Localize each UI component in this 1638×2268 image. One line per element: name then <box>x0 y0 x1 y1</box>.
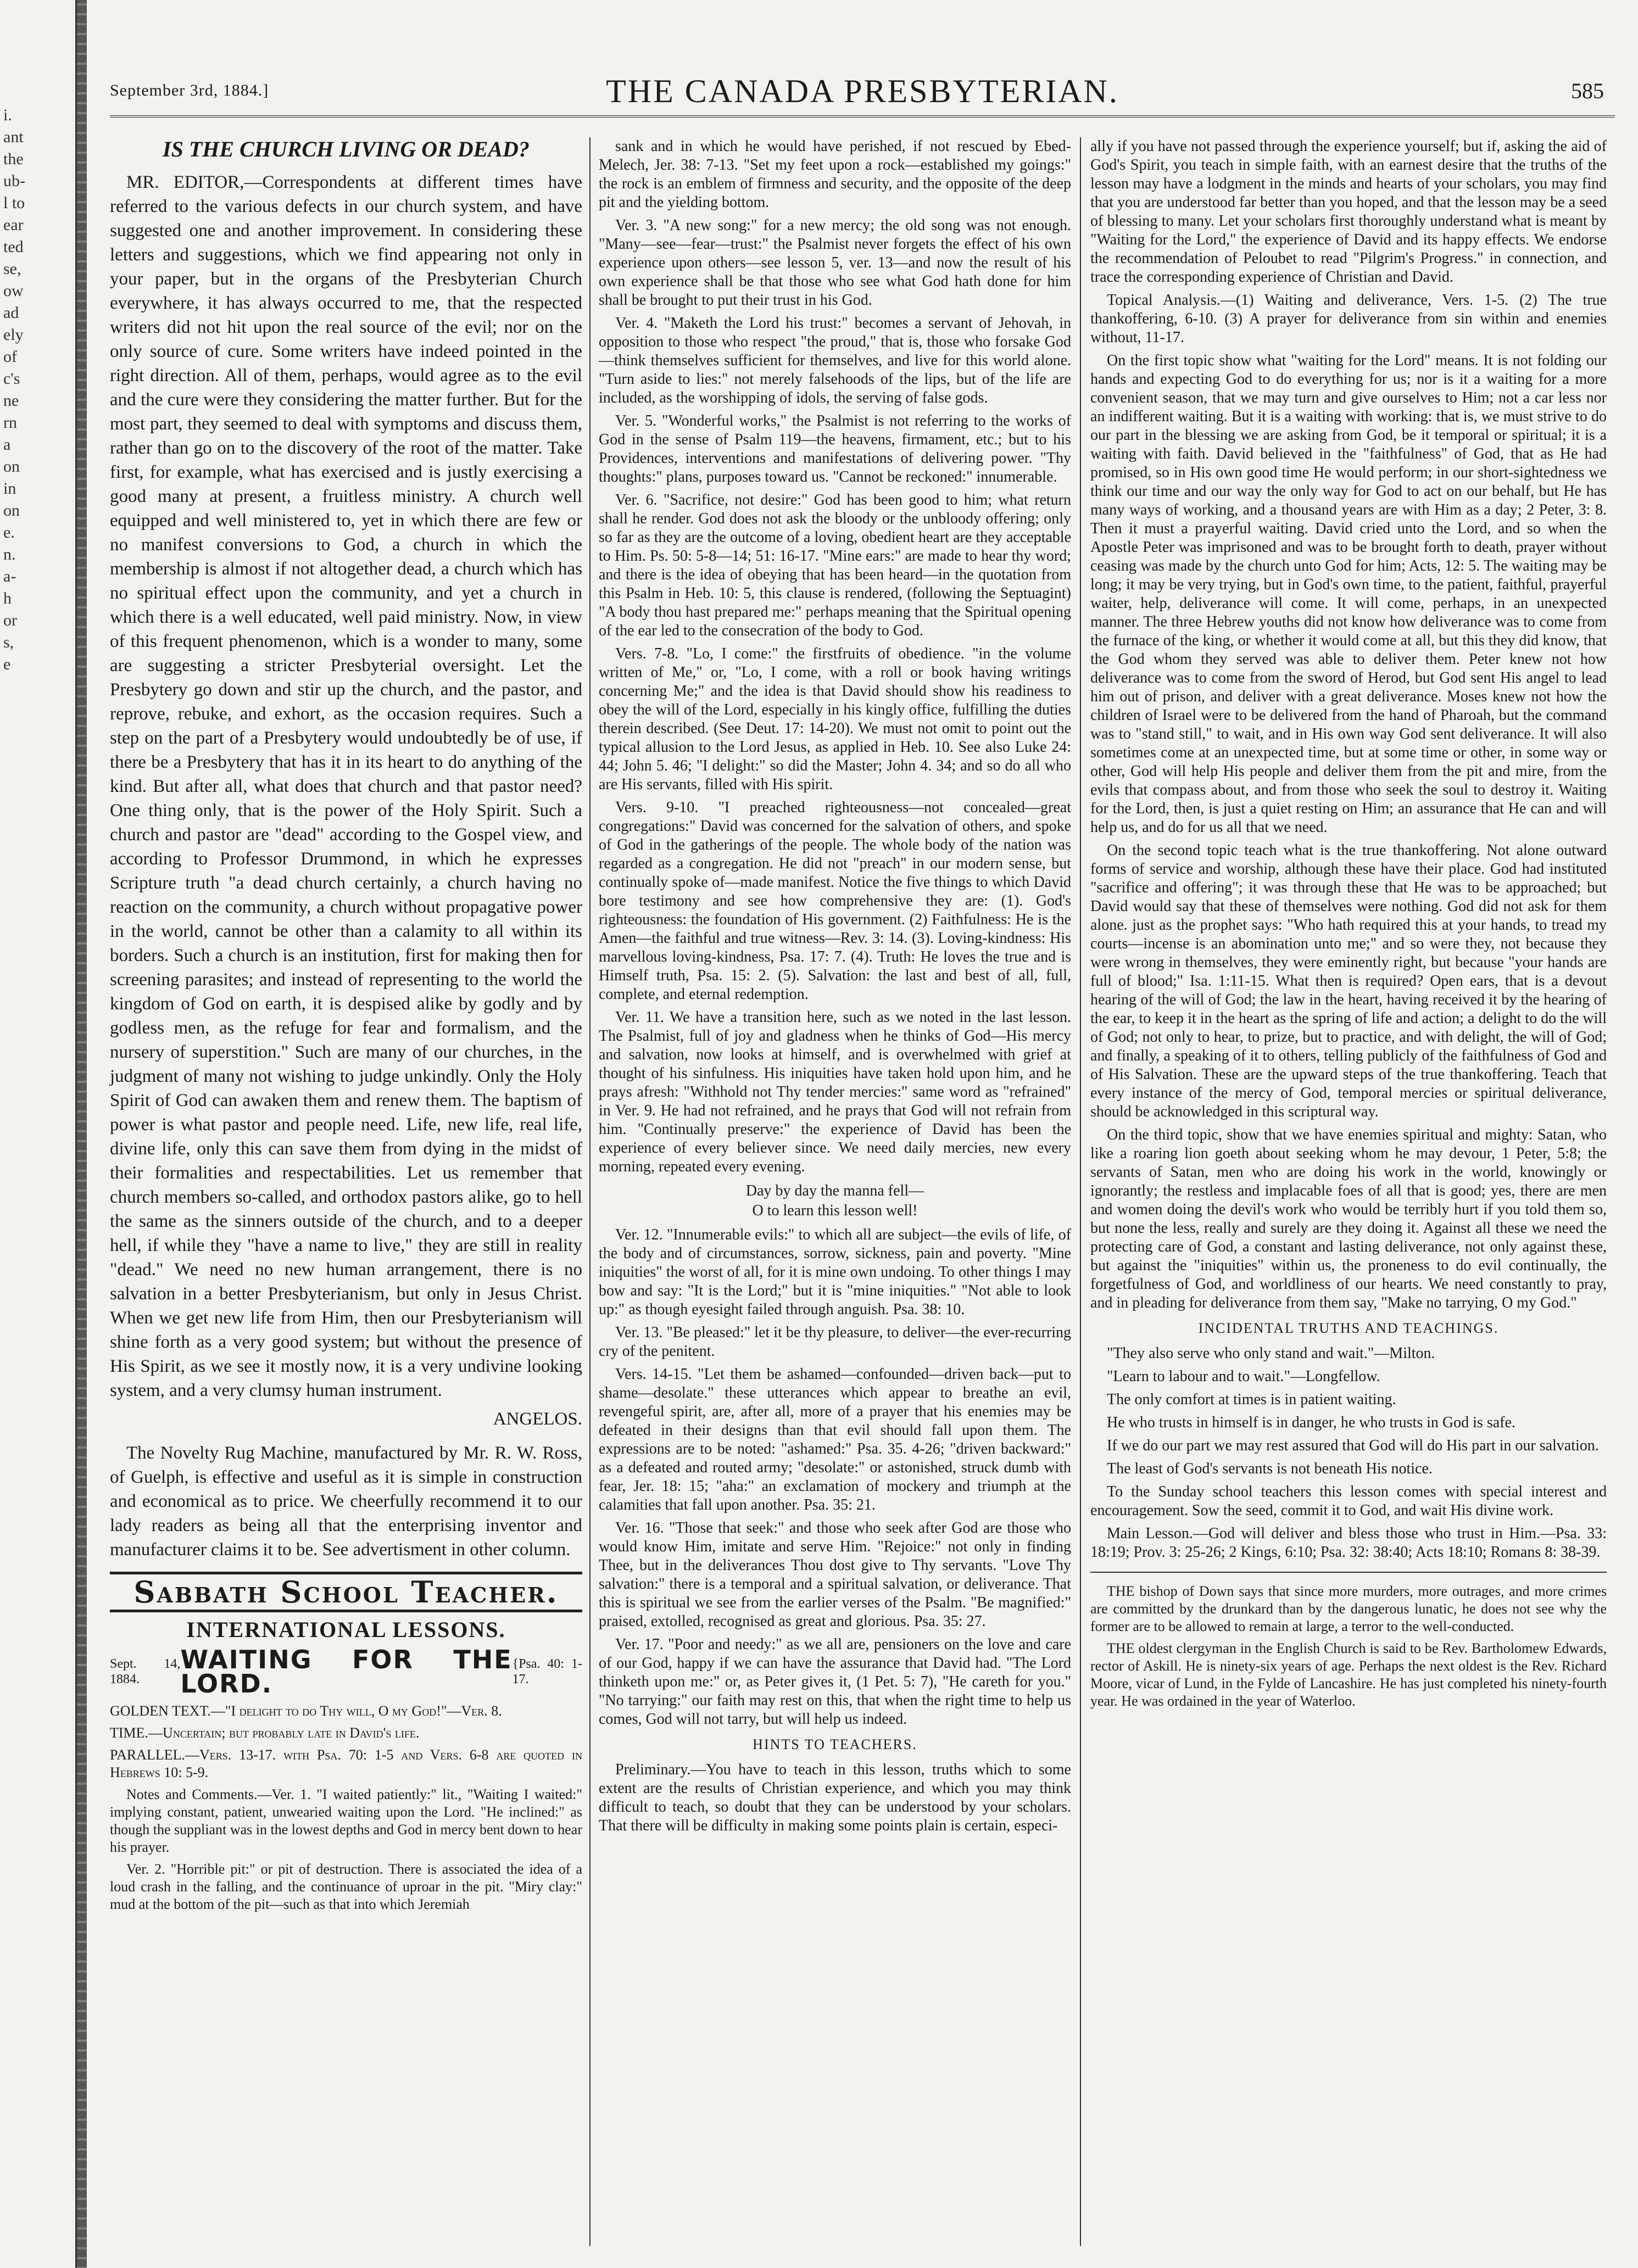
notes-paragraph: On the second topic teach what is the true thankoffering. Not alone outward forms of service and worship, although these have their place. God had instituted "sacrifice and offering"; it was through these that He was to be approached; but David would say that these of themselves were nothing. God did not ask for them alone. just as the prophet says: "Who hath required this at your hands, to tread my courts—incense is an abomination unto me;" and so were they, not because they were wrong in themselves, they were eminently right, but because "your hands are full of blood;" Isa. 1:11-15. What then is required? Open ears, that is a devout hearing of the will of God; the law in the heart, having received it by the hearing of the ear, to keep it in the heart as the spring of life and action; a delight to do the will of God; not only to hear, to prize, but to practice, and with delight, the will of God; and finally, a speaking of it to others, telling publicly of the faithfulness of God and of His Salvation. These are the upward steps of the true thankoffering. Teach that every instance of the mercy of God, temporal mercies or spiritual deliverance, should be acknowledged in this scriptural way. <box>1090 842 1607 1120</box>
notes-paragraph: Ver. 11. We have a transition here, such as we noted in the last lesson. The Psalmist, full of joy and gladness when he thinks of God—His mercy and salvation, now looks at himself, and is overwhelmed with grief at thought of his sinfulness. His iniquities have taken hold upon him, and he prays afresh: "Withhold not Thy tender mercies:" same word as "refrained" in Ver. 9. He had not refrained, and he prays that God will not refrain from him. "Continually preserve:" the experience of David has been the experience of every believer since. We need daily mercies, new every morning, repeated every evening. <box>599 1009 1071 1175</box>
margin-fragment: ant <box>3 128 24 146</box>
news-item: THE oldest clergyman in the English Church is said to be Rev. Bartholomew Edwards, rector of Askill. He is ninety-six years of age. Perhaps the next oldest is the Rev. Richard Moore, vicar of Lund, in the Fylde of Lancashire. He has just completed his ninety-fourth year. He was ordained in the year of Waterloo. <box>1090 1640 1607 1709</box>
incidental-item: He who trusts in himself is in danger, he who trusts in God is safe. <box>1107 1414 1516 1431</box>
notes-paragraph: Vers. 7-8. "Lo, I come:" the firstfruits of obedience. "in the volume written of Me," or, "Lo, I come, with a roll or book having writings concerning Me;" and the idea is that David should show his readiness to obey the will of the Lord, especially in his kingly office, fulfilling the duties therein described. (See Deut. 17: 14-20). We must not omit to point out the typical allusion to the Lord Jesus, as applied in Heb. 10. See also Luke 24: 44; John 5. 46; "I delight:" so did the Master; John 4. 34; and so do all who are His servants, filled with His spirit. <box>599 645 1071 793</box>
margin-fragment: a <box>3 435 11 454</box>
margin-fragment: se, <box>3 260 21 278</box>
lessons-heading: INTERNATIONAL LESSONS. <box>186 1617 506 1642</box>
masthead-title: THE CANADA PRESBYTERIAN. <box>606 73 1119 109</box>
incidental-item: The only comfort at times is in patient waiting. <box>1107 1391 1396 1408</box>
margin-fragment: ely <box>3 326 24 344</box>
notes-paragraph: Ver. 13. "Be pleased:" let it be thy pleasure, to deliver—the ever-recurring cry of the penitent. <box>599 1324 1071 1360</box>
notes-paragraph: Ver. 17. "Poor and needy:" as we all are, pensioners on the love and care of our God, happy if we can have the assurance that David had. "The Lord thinketh upon me:" or, as Peter gives it, (1 Pet. 5: 7), "He careth for you." "No tarrying:" our faith may rest on this, that when the right time to help us comes, God will not tarry, but will help us indeed. <box>599 1636 1071 1728</box>
issue-date: September 3rd, 1884.] <box>110 81 269 99</box>
column-3 <box>1090 137 1607 1714</box>
section-banner: Sabbath School Teacher. <box>110 1572 582 1612</box>
lesson-reference: {Psa. 40: 1-17. <box>512 1657 582 1686</box>
preliminary-paragraph: Preliminary.—You have to teach in this lesson, truths which to some extent are the results of Christian experience, and which you may think difficult to teach, so doubt that they can be understood by your scholars. That there will be difficulty in making some points plain is certain, especi- <box>599 1761 1071 1834</box>
notes-paragraph: On the third topic, show that we have enemies spiritual and mighty: Satan, who like a roaring lion goeth about seeking whom he may devour, 1 Peter, 5:8; the servants of Satan, men who are doing his work in the world, knowingly or ignorantly; the restless and implacable foes of all that is good; yes, there are men and women doing the devil's work who would be terribly hurt if you told them so, but none the less, really and surely are they doing it. Against all these we need the protecting care of God, a constant and lasting deliverance, not only against these, but against the "iniquities" within us, the proneness to do evil continually, the forgetfulness of God, and worldliness of our hearts. We need constantly to pray, and in pleading for deliverance from them say, "Make no tarrying, O my God." <box>1090 1126 1607 1311</box>
lesson-time: TIME.—Uncertain; but probably late in David's life. <box>110 1725 420 1741</box>
column-rule <box>589 137 590 2246</box>
left-margin-fragments <box>0 0 77 2268</box>
column-2 <box>599 137 1071 1840</box>
column-1 <box>110 137 582 1918</box>
notes-paragraph: Ver. 2. "Horrible pit:" or pit of destruction. There is associated the idea of a loud crash in the falling, and the continuance of uproar in the pit. "Miry clay:" mud at the bottom of the pit—such as that into which Jeremiah <box>110 1861 582 1912</box>
notes-paragraph: Ver. 3. "A new song:" for a new mercy; the old song was not enough. "Many—see—fear—trust:" the Psalmist never forgets the effect of his own experience upon others—see lesson 5, ver. 13—and now the result of his own experience shall be that those who see what God hath done for him shall be brought to put their trust in his God. <box>599 217 1071 309</box>
margin-fragment: h <box>3 589 12 607</box>
margin-fragment: n. <box>3 545 16 563</box>
margin-fragment: in <box>3 479 16 498</box>
margin-fragment: on <box>3 457 20 476</box>
margin-fragment: a- <box>3 567 16 585</box>
margin-fragment: ad <box>3 304 19 322</box>
notes-paragraph: Vers. 9-10. "I preached righteousness—not concealed—great congregations:" David was concerned for the salvation of others, and spoke of God in the gatherings of the people. The whole body of the nation was regarded as a congregation. He did not "preach" in our modern sense, but continually spoke of—made manifest. Notice the five things to which David bore testimony and see how comprehensive they are: (1). God's righteousness: the foundation of His government. (2) Faithfulness: He is the Amen—the faithful and true witness—Rev. 3: 14. (3). Loving-kindness: His marvellous loving-kindness, Psa. 17: 7. (4). Truth: He loves the true and is Himself truth, Psa. 15: 2. (5). Salvation: the last and best of all, full, complete, and eternal redemption. <box>599 799 1071 1003</box>
margin-fragment: ted <box>3 238 24 256</box>
lesson-date: Sept. 14, 1884. <box>110 1657 181 1686</box>
rug-notice: The Novelty Rug Machine, manufactured by Mr. R. W. Ross, of Guelph, is effective and useful as it is simple in construction and economical as to price. We cheerfully recommend it to our lady readers as being all that the enterprising inventor and manufacturer claims it to be. See advertisment in other column. <box>110 1443 582 1560</box>
notes-paragraph: Vers. 14-15. "Let them be ashamed—confounded—driven back—put to shame—desolate." these utterances which appear to breathe an evil, revengeful spirit, are, after all, more of a prayer that his enemies may be defeated in their designs than that evil should fall upon them. The expressions are to be noted: "ashamed:" Psa. 35. 4-26; "driven backward:" as a defeated and routed army; "desolate:" or astonished, struck dumb with fear, Jer. 18: 15; "aha:" an exclamation of mockery and triumph at the calamities that fall upon another. Psa. 35: 21. <box>599 1366 1071 1513</box>
margin-fragment: ear <box>3 216 24 234</box>
incidental-item: The least of God's servants is not beneath His notice. <box>1107 1460 1433 1477</box>
margin-fragment: ne <box>3 392 19 410</box>
margin-fragment: ub- <box>3 172 25 190</box>
hints-heading: HINTS TO TEACHERS. <box>753 1736 917 1752</box>
margin-fragment: or <box>3 611 17 629</box>
margin-fragment: e. <box>3 523 15 541</box>
verse-line: O to learn this lesson well! <box>752 1202 918 1219</box>
column-rule <box>1080 137 1081 2246</box>
lesson-title: WAITING FOR THE LORD. <box>180 1645 512 1699</box>
notes-paragraph: ally if you have not passed through the experience yourself; but if, asking the aid of God's Spirit, you teach in simple faith, with an earnest desire that the truths of the lesson may have a lodgment in the minds and hearts of your scholars, you may find that you are understood far better than you hoped, and that the lesson may be a seed of blessing to many. Let your scholars first thoroughly understand what is meant by "Waiting for the Lord," the experience of David and its happy effects. We endorse the recommendation of Peloubet to read "Pilgrim's Progress." in connection, and trace the corresponding experience of Christian and David. <box>1090 138 1607 286</box>
margin-fragment: l to <box>3 194 25 212</box>
margin-fragment: on <box>3 501 20 519</box>
incidental-item: If we do our part we may rest assured that God will do His part in our salvation. <box>1107 1437 1599 1454</box>
golden-text: GOLDEN TEXT.—"I delight to do Thy will, O my God!"—Ver. 8. <box>110 1703 502 1719</box>
lesson-parallel: PARALLEL.—Vers. 13-17. with Psa. 70: 1-5 and Vers. 6-8 are quoted in Hebrews 10: 5-9. <box>110 1747 582 1780</box>
notes-paragraph: sank and in which he would have perished, if not rescued by Ebed-Melech, Jer. 38: 7-13. "Set my feet upon a rock—established my goings:" the rock is an emblem of firmness and security, and the opposite of the deep pit and the yielding bottom. <box>599 138 1071 211</box>
article-paragraph: MR. EDITOR,—Correspondents at different times have referred to the various defects in our church system, and have suggested one and another improvement. In considering these letters and suggestions, which we find appearing not only in your paper, but in the organs of the Presbyterian Church everywhere, it has always occurred to me, that the respected writers did not hit upon the real source of the evil; nor on the only source of cure. Some writers have indeed pointed in the right direction. All of them, perhaps, would agree as to the evil and the cure were they considering the matter further. But for the most part, they seemed to deal with symptoms and discuss them, rather than go on to the discovery of the root of the matter. Take first, for example, what has exercised and is justly exercising a good many at present, a fruitless ministry. A church well equipped and well ministered to, yet in which there are few or no manifest conversions to God, a church in which the membership is almost if not altogether dead, a church which has no spiritual effect upon the community, and yet a church in which there is a well educated, well paid ministry. Now, in view of this frequent phenomenon, which is a wonder to many, some are suggesting a stricter Presbyterial oversight. Let the Presbytery go down and stir up the church, and the pastor, and reprove, rebuke, and exhort, as the occasion requires. Such a step on the part of a Presbytery would undoubtedly be of use, if there be a Presbytery that has it in its heart to do anything of the kind. But after all, what does that church and that pastor need? One thing only, that is the power of the Holy Spirit. Such a church and pastor are "dead" according to the Gospel view, and according to Professor Drummond, in which he expresses Scripture truth "a dead church certainly, a church having no reaction on the community, a church without propagative power in the world, cannot be other than a calamity to all within its borders. Such a church is an institution, first for making then for screening parasites; and instead of representing to the world the kingdom of God on earth, it is despised alike by godly and by godless men, as the refuge for fear and formalism, and the nursery of superstition." Such are many of our churches, in the judgment of many not wishing to judge unkindly. Only the Holy Spirit of God can awaken them and renew them. The baptism of power is what pastor and people need. Life, new life, real life, divine life, only this can save them from dying in the midst of their formalities and respectabilities. Let us remember that church members so-called, and orthodox pastors alike, go to hell the same as the sinners outside of the church, and to a deeper hell, if while they "have a name to live," they are still in reality "dead." We need no new human arrangement, there is no salvation in a better Presbyterianism, but only in Jesus Christ. When we get new life from Him, then our Presbyterianism will shine forth as a very good system; but without the presence of His Spirit, as we see it mostly now, it is a very undivine looking system, and a very clumsy human instrument. <box>110 172 582 1400</box>
main-lesson: Main Lesson.—God will deliver and bless those who trust in Him.—Psa. 33: 18:19; Prov. 3: 25-26; 2 Kings, 6:10; Psa. 32: 38:40; Acts 18:10; Romans 8: 38-39. <box>1090 1525 1607 1561</box>
notes-paragraph: Ver. 16. "Those that seek:" and those who seek after God are those who would know Him, imitate and serve Him. "Rejoice:" not only in finding Thee, but in the deliverances Thou dost give to Thy servants. "Love Thy salvation:" there is a temporal and a spiritual salvation, or deliverance. That this is spiritual we see from the earlier verses of the Psalm. "Be magnified:" praised, extolled, recognised as great and glorious. Psa. 35: 27. <box>599 1520 1071 1630</box>
margin-fragment: e <box>3 655 11 673</box>
margin-fragment: of <box>3 348 17 366</box>
topical-analysis: Topical Analysis.—(1) Waiting and deliverance, Vers. 1-5. (2) The true thankoffering, 6-10. (3) A prayer for deliverance from sin within and enemies without, 11-17. <box>1090 292 1607 346</box>
incidental-item: "Learn to labour and to wait."—Longfellow. <box>1107 1368 1380 1385</box>
article-title: IS THE CHURCH LIVING OR DEAD? <box>163 137 530 161</box>
news-item: THE bishop of Down says that since more murders, more outrages, and more crimes are committed by the drunkard than by the dangerous lunatic, he does not see why the former are to be allowed to remain at large, a terror to the well-conducted. <box>1090 1583 1607 1634</box>
margin-fragment: s, <box>3 633 14 651</box>
notes-paragraph: Ver. 6. "Sacrifice, not desire:" God has been good to him; what return shall he render. God does not ask the bloody or the unbloody offering; only so far as they are the outcome of a loving, obedient heart are they acceptable to Him. Ps. 50: 5-8—14; 51: 16-17. "Mine ears:" are made to hear thy word; and there is the idea of obeying that has been heard—in the quotation from this Psalm in Heb. 10: 5, this clause is rendered, (following the Septuagint) "A body thou hast prepared me:" perhaps meaning that the Spiritual opening of the ear led to the consecration of the body to God. <box>599 491 1071 639</box>
binding-spine <box>77 0 87 2268</box>
notes-paragraph: On the first topic show what "waiting for the Lord" means. It is not folding our hands and expecting God to do everything for us; nor is it a waiting for a more convenient season, that we may turn and give ourselves to Him; not a car less nor an indifferent waiting. But it is a waiting with working: that is, we must strive to do our part in the blessing we are asking from God, be it temporal or spiritual; it is a waiting with faith. David believed in the "faithfulness" of God, that as He had promised, so in His own good time He would perform; in our short-sightedness we think our time and our way the only way for God to act on our behalf, but He has many ways of working, and a thousand years are with Him as a day; 2 Peter, 3: 8. Then it must a prayerful waiting. David cried unto the Lord, and so when the Apostle Peter was imprisoned and was to be brought forth to death, prayer without ceasing was made by the church unto God for him; Acts, 12: 5. The waiting may be long; it may be very trying, but in God's own time, to the patient, faithful, prayerful waiter, help, deliverance will come. It will come, perhaps, in an unexpected manner. The three Hebrew youths did not know how deliverance was to come from the furnace of the king, or whether it would come at all, but this they did know, that the God whom they served was able to deliver them. Peter knew not how deliverance was to come from the sword of Herod, but God sent His angel to lead him out of prison, and deliver with a great deliverance. Moses knew not how the children of Israel were to be delivered from the hand of Pharoah, but the command was to "stand still," to wait, and in His own way God sent deliverance. It will also sometimes come at an unexpected time, but at some time or other, in some way or other, God will help His people and deliver them from the pit and mire, from the evils that compass about, and from those who seek the soul to destroy it. Waiting for the Lord, then, is just a quiet resting on Him; an assurance that He can and will help us, and do for us all that we need. <box>1090 352 1607 836</box>
margin-fragment: ow <box>3 282 24 300</box>
verse-line: Day by day the manna fell— <box>745 1182 924 1199</box>
notes-paragraph: Notes and Comments.—Ver. 1. "I waited patiently:" lit., "Waiting I waited:" implying constant, patient, unwearied waiting upon the Lord. "He inclined:" as though the suppliant was in the lowest depths and God in mercy bent down to hear his prayer. <box>110 1786 583 1855</box>
section-divider <box>1090 1572 1607 1573</box>
notes-paragraph: Ver. 12. "Innumerable evils:" to which all are subject—the evils of life, of the body and of circumstances, sorrow, sickness, pain and poverty. "Mine iniquities" the worst of all, for it is mine own undoing. To other things I may bow and say: "It is the Lord;" but it is "mine iniquities." "Not able to look up:" as though eyesight failed through anguish. Psa. 38: 10. <box>599 1226 1071 1318</box>
notes-paragraph: Ver. 5. "Wonderful works," the Psalmist is not referring to the works of God in the sense of Psalm 119—the heavens, firmament, etc.; but to his Providences, interventions and manifestations of delivering power. "Thy thoughts:" plans, purposes toward us. "Cannot be reckoned:" innumerable. <box>599 412 1071 485</box>
incidental-heading: INCIDENTAL TRUTHS AND TEACHINGS. <box>1198 1320 1499 1336</box>
incidental-item: "They also serve who only stand and wait."—Milton. <box>1107 1345 1435 1362</box>
notes-paragraph: Ver. 4. "Maketh the Lord his trust:" becomes a servant of Jehovah, in opposition to those who respect "the proud," that is, those who forsake God—think themselves sufficient for themselves, and live for this world alone. "Turn aside to lies:" not merely falsehoods of the lips, but of the life are included, as the worshipping of idols, the serving of false gods. <box>599 315 1071 406</box>
margin-fragment: rn <box>3 414 17 432</box>
margin-fragment: i. <box>3 106 12 124</box>
lesson-title-row <box>110 1645 582 1699</box>
page-number: 585 <box>1571 79 1604 103</box>
margin-fragment: the <box>3 150 24 168</box>
margin-fragment: c's <box>3 370 20 388</box>
page-header <box>110 66 1615 118</box>
incidental-item: To the Sunday school teachers this lesson comes with special interest and encouragement. Sow the seed, commit it to God, and wait His divine work. <box>1090 1483 1607 1519</box>
article-signature: ANGELOS. <box>493 1409 582 1429</box>
